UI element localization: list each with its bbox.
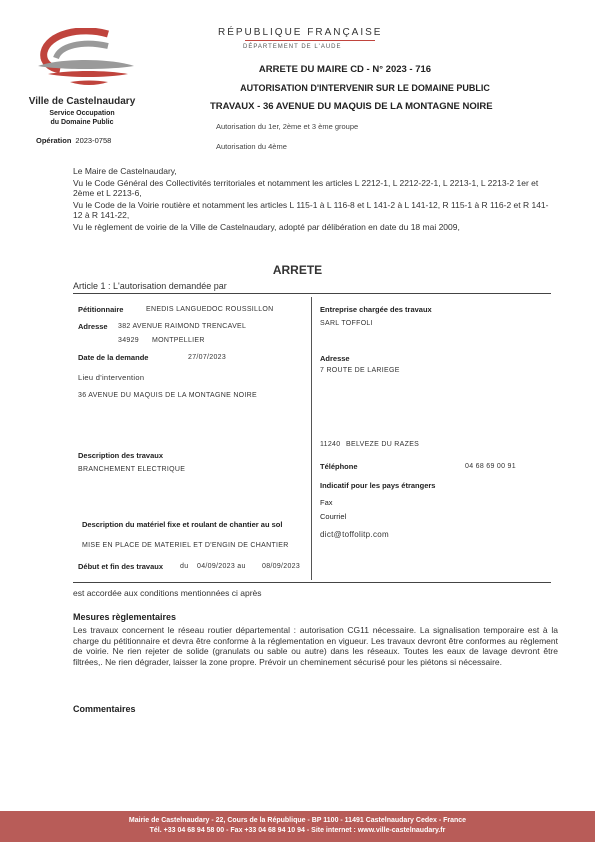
city-logo [30,28,140,94]
lieu-label: Lieu d'intervention [78,373,145,382]
departement-header: DÉPARTEMENT DE L'AUDE [243,44,342,50]
debut-value: 04/09/2023 au [197,563,246,570]
indicatif-label: Indicatif pour les pays étrangers [320,481,436,490]
preamble [73,166,553,233]
entreprise-ville: BELVEZE DU RAZES [346,441,420,448]
preamble-line: Vu le règlement de voirie de la Ville de Castelnaudary, adopté par délibération en date du 18 mai 2009, [73,221,460,232]
service-line2: du Domaine Public [50,119,114,126]
ville-value: MONTPELLIER [152,337,205,344]
petitionnaire-value: ENEDIS LANGUEDOC ROUSSILLON [146,306,274,313]
adresse-label: Adresse [78,322,108,331]
article-1: Article 1 : L'autorisation demandée par [73,281,227,291]
courriel-value[interactable]: dict@toffolitp.com [320,530,389,539]
operation-number: Opération 2023-0758 [36,136,112,145]
arrete-number: ARRETE DU MAIRE CD - N° 2023 - 716 [258,64,432,75]
footer-contact: Tél. +33 04 68 94 58 00 - Fax +33 04 68 94 10 94 - Site internet : www.ville-castelnaudary.fr [149,827,446,834]
entreprise-adresse-label: Adresse [320,354,350,363]
header-divider [245,40,375,41]
table-bottom-border [73,582,551,583]
entreprise-value: SARL TOFFOLI [320,320,373,327]
authorization-title: AUTORISATION D'INTERVENIR SUR LE DOMAINE PUBLIC [240,83,490,93]
entreprise-label: Entreprise chargée des travaux [320,305,432,314]
desc-value: BRANCHEMENT ELECTRIQUE [78,466,186,473]
preamble-line: Le Maire de Castelnaudary, [73,166,177,176]
debut-label: Début et fin des travaux [78,562,164,571]
fin-value: 08/09/2023 [262,563,301,570]
arrete-heading: ARRETE [272,263,323,277]
table-column-divider [311,297,312,580]
desc-label: Description des travaux [78,451,164,460]
entreprise-cp: 11240 [320,441,341,448]
city-name: Ville de Castelnaudary [28,96,136,107]
service-line1: Service Occupation [49,110,115,117]
commentaires-title: Commentaires [73,704,136,714]
lieu-value: 36 AVENUE DU MAQUIS DE LA MONTAGNE NOIRE [78,392,257,399]
petitionnaire-label: Pétitionnaire [78,305,124,314]
materiel-label: Description du matériel fixe et roulant de chantier au sol [82,520,283,529]
entreprise-adresse-value: 7 ROUTE DE LARIEGE [320,367,400,374]
footer-address: Mairie de Castelnaudary - 22, Cours de la République - BP 1100 - 11491 Castelnaudary Cedex - France [128,817,467,824]
republique-header: RÉPUBLIQUE FRANÇAISE [218,27,383,38]
preamble-line: Vu le Code de la Voirie routière et notamment les articles L 115-1 à L 116-8 et L 141-2 à L 141-12, R 115-1 à R 116-2 et R 141-12 à R 141-22, [73,199,549,220]
authorization-fourth: Autorisation du 4ème [216,142,287,151]
date-value: 27/07/2023 [188,354,227,361]
du-text: du [180,563,189,570]
telephone-label: Téléphone [320,462,358,471]
accordee-text: est accordée aux conditions mentionnées ci après [73,588,262,598]
cp-value: 34929 [118,337,139,344]
table-top-border [73,293,551,294]
works-title: TRAVAUX - 36 AVENUE DU MAQUIS DE LA MONTAGNE NOIRE [210,101,493,112]
authorization-groups: Autorisation du 1er, 2ème et 3 ème groupe [216,122,359,131]
mesures-text: Les travaux concernent le réseau routier départemental : autorisation CG11 nécessaire. La signalisation temporaire est à la charge du pétitionnaire et devra être conforme à la réglementation en vigueur. Les travaux devront être conformes au règlement de voirie. Ne rien rejeter de solide (granulats ou sable ou autre) dans les réseaux. Toutes les eaux de lavage devront être filtrées,. Ne rien dégrader, laisser la zone propre. Prévoir un cheminement sécurisé pour les piétons si nécessaire. [73,625,558,667]
courriel-label: Courriel [320,512,347,521]
materiel-value: MISE EN PLACE DE MATERIEL ET D'ENGIN DE CHANTIER [82,542,289,549]
telephone-value: 04 68 69 00 91 [465,463,516,470]
fax-label: Fax [320,498,333,507]
preamble-line: Vu le Code Général des Collectivités territoriales et notamment les articles L 2212-1, L 2212-22-1, L 2213-1, L 2213-2 1er et 2ème et L 2213-6, [73,177,539,198]
mesures-title: Mesures règlementaires [73,612,177,622]
adresse-value: 382 AVENUE RAIMOND TRENCAVEL [118,323,247,330]
date-label: Date de la demande [78,353,149,362]
footer [0,811,595,842]
